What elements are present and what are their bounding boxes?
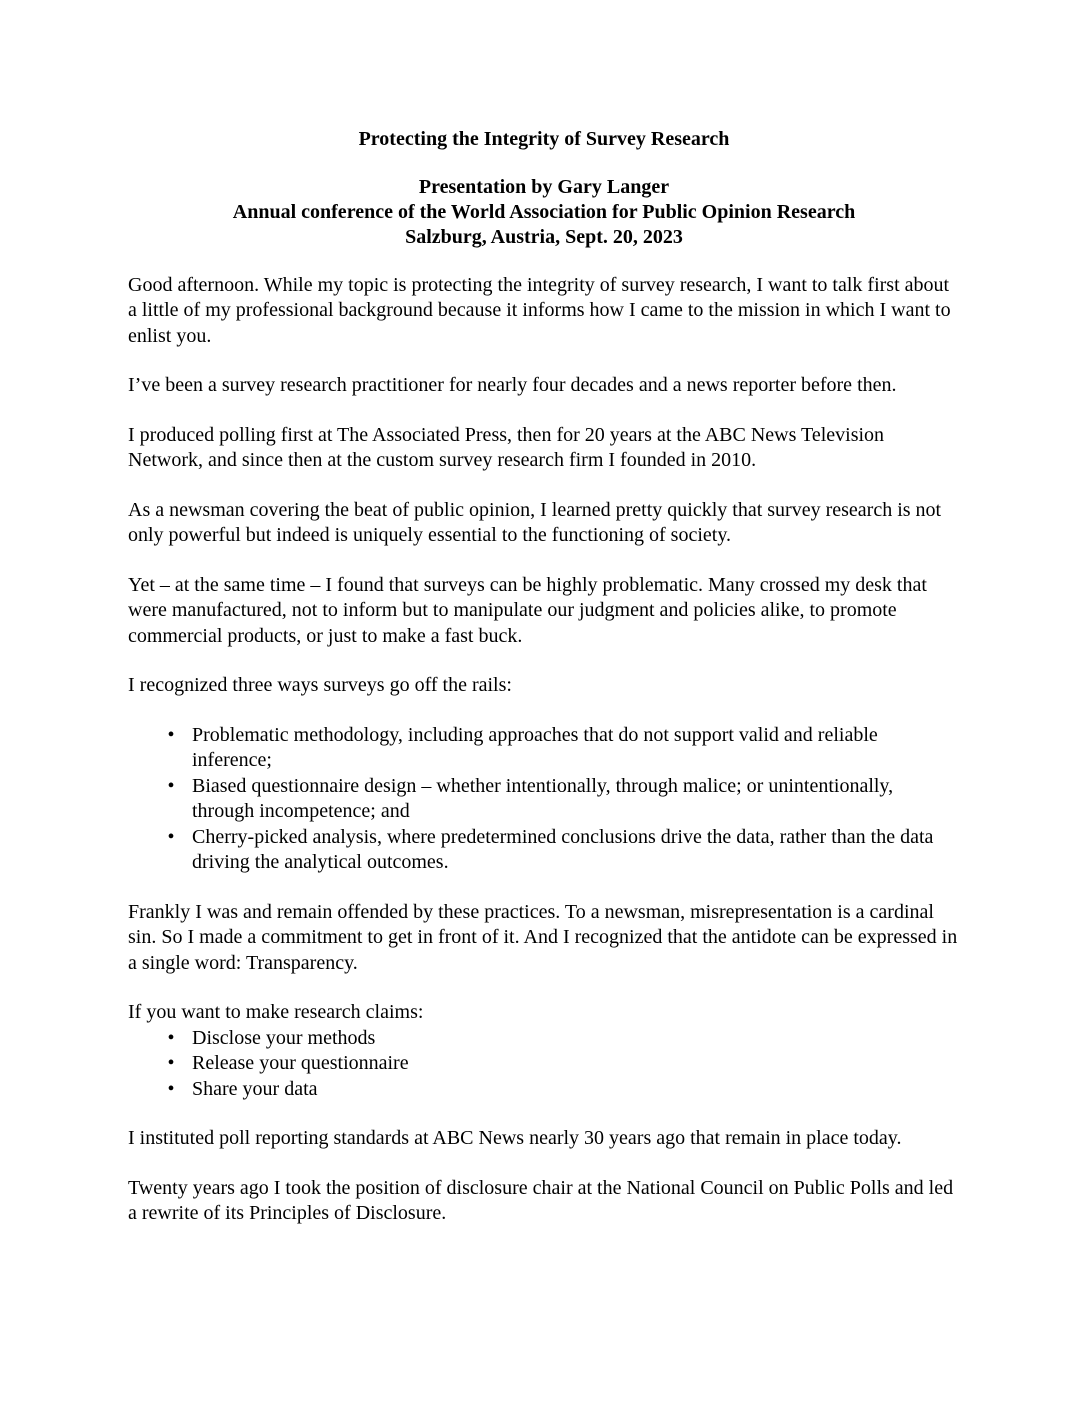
paragraph-three-ways: I recognized three ways surveys go off the rails:	[128, 674, 512, 696]
paragraph-standards: I instituted poll reporting standards at ABC News nearly 30 years ago that remain in place today.	[128, 1127, 902, 1149]
paragraph-claims-intro: If you want to make research claims:	[128, 1001, 424, 1023]
list-item	[128, 723, 960, 774]
paragraph-disclosure-chair: Twenty years ago I took the position of disclosure chair at the National Council on Public Polls and led a rewrite of its Principles of Disclosure.	[128, 1176, 954, 1224]
list-item	[128, 825, 960, 876]
bullet-icon: •	[167, 1077, 175, 1100]
bullet-icon: •	[167, 1052, 175, 1074]
bullet-icon: •	[167, 774, 175, 797]
list-item-text: Share your data	[192, 1077, 318, 1100]
document-body	[128, 127, 960, 1227]
claims-bullet-list	[128, 1026, 960, 1103]
list-item-text: Problematic methodology, including approaches that do not support valid and reliable inference;	[192, 723, 878, 771]
header-location-date: Salzburg, Austria, Sept. 20, 2023	[405, 225, 683, 248]
paragraph-intro: Good afternoon. While my topic is protecting the integrity of survey research, I want to talk first about a little of my professional background because it informs how I came to the mission in which I want to enlist you.	[128, 273, 951, 347]
rails-bullet-list	[128, 723, 960, 876]
paragraph-career: I produced polling first at The Associated Press, then for 20 years at the ABC News Television Network, and since then at the custom survey research firm I founded in 2010.	[128, 423, 885, 471]
list-item-text: Release your questionnaire	[192, 1052, 409, 1074]
bullet-icon: •	[167, 723, 175, 746]
header-presenter: Presentation by Gary Langer	[418, 175, 670, 198]
presentation-header	[128, 175, 960, 250]
list-item-text: Disclose your methods	[192, 1026, 376, 1049]
list-item-text: Biased questionnaire design – whether intentionally, through malice; or unintentionally, through incompetence; and	[192, 774, 894, 822]
document-title: Protecting the Integrity of Survey Research	[358, 128, 730, 150]
paragraph-transparency: Frankly I was and remain offended by these practices. To a newsman, misrepresentation is a cardinal sin. So I made a commitment to get in front of it. And I recognized that the antidote can be expressed in a single word: Transparency.	[128, 900, 958, 974]
list-item	[128, 1077, 960, 1103]
list-item-text: Cherry-picked analysis, where predetermined conclusions drive the data, rather than the data driving the analytical outcomes.	[192, 825, 934, 873]
list-item	[128, 1026, 960, 1052]
list-item	[128, 774, 960, 825]
bullet-icon: •	[167, 1026, 175, 1049]
header-conference: Annual conference of the World Association for Public Opinion Research	[232, 200, 856, 223]
bullet-icon: •	[167, 825, 175, 848]
paragraph-problematic: Yet – at the same time – I found that surveys can be highly problematic. Many crossed my desk that were manufactured, not to inform but to manipulate our judgment and policies alike, to promote commercial products, or just to make a fast buck.	[128, 573, 927, 647]
paragraph-newsman: As a newsman covering the beat of public opinion, I learned pretty quickly that survey research is not only powerful but indeed is uniquely essential to the functioning of society.	[128, 498, 942, 546]
list-item	[128, 1051, 960, 1077]
paragraph-experience: I’ve been a survey research practitioner for nearly four decades and a news reporter before then.	[128, 374, 897, 396]
